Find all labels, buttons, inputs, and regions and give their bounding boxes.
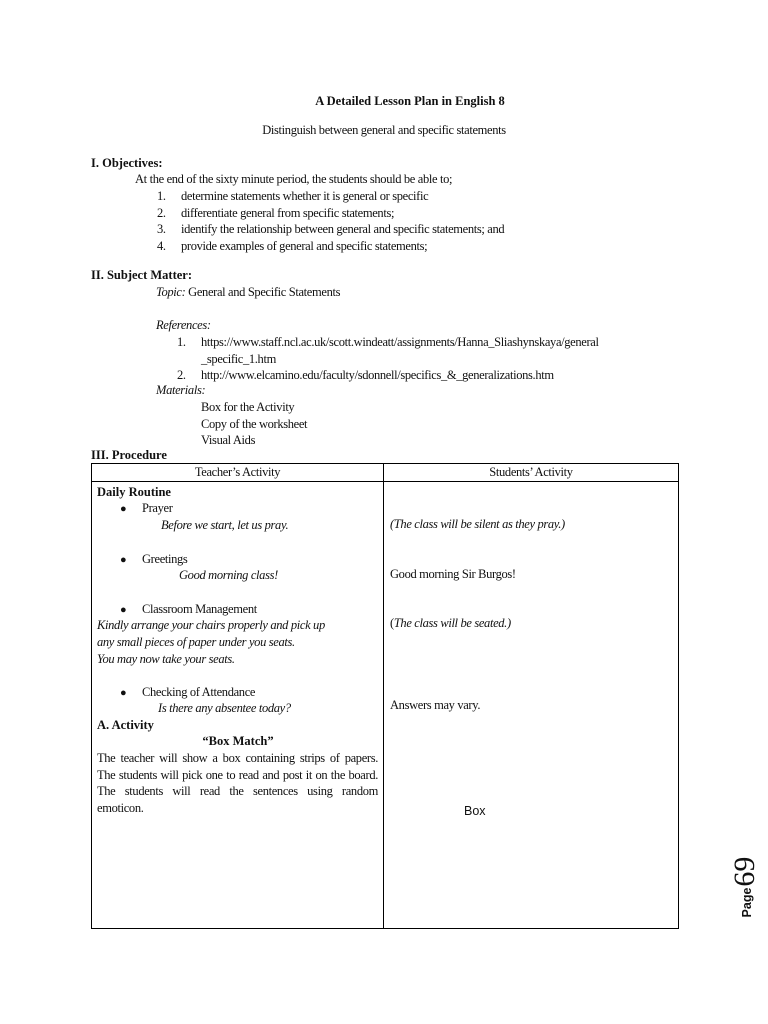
reference-link[interactable]: http://www.elcamino.edu/faculty/sdonnell/specifics_&_generalizations.htm — [201, 368, 554, 382]
topic-label: Topic: — [156, 285, 186, 299]
classroom-management-line: Kindly arrange your chairs properly and pick up — [97, 618, 325, 632]
activity-title: “Box Match” — [202, 734, 274, 748]
objective-item — [157, 238, 504, 255]
objective-text: provide examples of general and specific statements; — [181, 238, 428, 253]
objectives-heading: I. Objectives: — [91, 156, 163, 170]
procedure-table-header — [92, 464, 679, 482]
classroom-management-item — [120, 601, 257, 618]
topic-value: General and Specific Statements — [185, 285, 341, 299]
students-seated-text: The class will be seated.) — [393, 616, 511, 630]
reference-item — [177, 334, 599, 367]
greetings-line: Good morning class! — [179, 568, 278, 582]
students-seated-paren: ( — [390, 616, 394, 630]
reference-link[interactable]: https://www.staff.ncl.ac.uk/scott.windeatt/assignments/Hanna_Sliashynskaya/general — [201, 335, 599, 349]
materials-label: Materials: — [156, 383, 206, 397]
page-word: Page — [740, 887, 754, 918]
bullet-icon: ● — [120, 687, 127, 699]
objective-text: identify the relationship between general and specific statements; and — [181, 222, 505, 236]
reference-item — [177, 367, 599, 384]
objective-item — [157, 188, 504, 205]
students-prayer-response: (The class will be silent as they pray.) — [390, 517, 565, 531]
classroom-management-line: any small pieces of paper under you seats. — [97, 635, 295, 649]
students-greeting-response: Good morning Sir Burgos! — [390, 567, 516, 581]
bullet-icon: ● — [120, 554, 127, 566]
document-title: A Detailed Lesson Plan in English 8 — [315, 94, 505, 108]
daily-routine-heading: Daily Routine — [97, 485, 171, 499]
objective-number: 2. — [157, 205, 166, 220]
prayer-item — [120, 500, 173, 517]
reference-number: 1. — [177, 335, 186, 349]
activity-description: The teacher will show a box containing strips of papers. The students will pick one to read and post it on the board. The students will read the sentences using random emoticon. — [97, 751, 378, 815]
objective-number: 3. — [157, 222, 166, 236]
objective-number: 1. — [157, 189, 166, 203]
greetings-item — [120, 551, 188, 568]
subject-matter-heading: II. Subject Matter: — [91, 268, 193, 282]
objectives-list — [157, 188, 505, 254]
prayer-line: Before we start, let us pray. — [161, 518, 289, 532]
procedure-table-row — [92, 482, 679, 929]
page-number: 69 — [728, 856, 761, 887]
objective-text: differentiate general from specific statements; — [181, 205, 395, 220]
objectives-intro: At the end of the sixty minute period, the students should be able to; — [135, 172, 453, 186]
attendance-line: Is there any absentee today? — [158, 701, 291, 715]
students-activity-cell — [384, 482, 679, 929]
document-subtitle: Distinguish between general and specific statements — [262, 123, 506, 137]
classroom-management-label: Classroom Management — [142, 602, 257, 616]
bullet-icon: ● — [120, 604, 127, 616]
teacher-activity-cell — [92, 482, 384, 929]
attendance-item — [120, 684, 256, 701]
objective-number: 4. — [157, 238, 166, 253]
procedure-heading: III. Procedure — [91, 448, 167, 462]
students-seated-response — [390, 615, 511, 632]
students-box-label: Box — [464, 804, 486, 818]
material-item: Copy of the worksheet — [201, 416, 308, 431]
materials-list — [201, 399, 307, 449]
topic-line — [156, 284, 340, 301]
objective-item — [157, 221, 505, 238]
reference-number: 2. — [177, 368, 186, 382]
bullet-icon: ● — [120, 503, 127, 515]
students-activity-header: Students’ Activity — [384, 464, 679, 482]
reference-link-continuation[interactable]: _specific_1.htm — [201, 351, 276, 366]
objective-text: determine statements whether it is general or specific — [181, 189, 429, 203]
classroom-management-line: You may now take your seats. — [97, 652, 235, 666]
references-label: References: — [156, 318, 211, 332]
attendance-label: Checking of Attendance — [142, 685, 256, 699]
material-item: Visual Aids — [201, 433, 256, 447]
teacher-activity-header: Teacher’s Activity — [92, 464, 384, 482]
material-item: Box for the Activity — [201, 400, 295, 414]
activity-heading: A. Activity — [97, 718, 154, 732]
procedure-table — [91, 463, 679, 929]
greetings-label: Greetings — [142, 552, 188, 566]
objective-item — [157, 205, 504, 222]
page-number-marker — [690, 852, 760, 922]
prayer-label: Prayer — [142, 501, 173, 515]
students-attendance-response: Answers may vary. — [390, 698, 481, 712]
references-list — [177, 334, 599, 384]
